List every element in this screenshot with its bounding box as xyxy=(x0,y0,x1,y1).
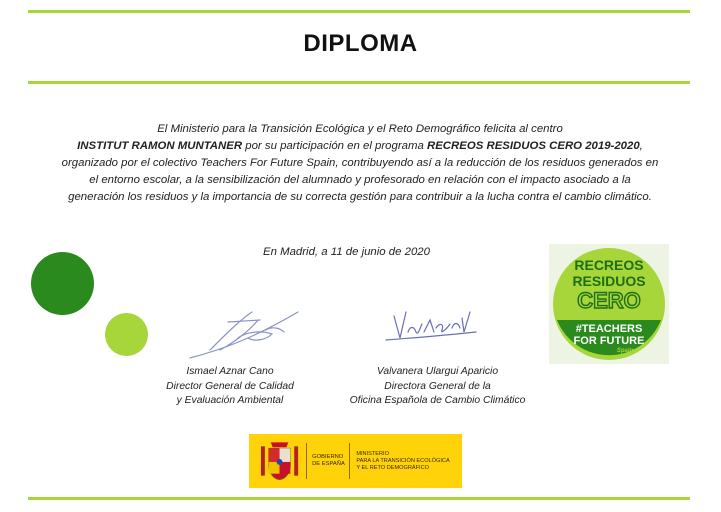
logo-separator xyxy=(306,443,307,479)
ministry-line: MINISTERIO xyxy=(356,450,389,457)
signature-ismael-aznar xyxy=(180,300,300,362)
decorative-circle-light xyxy=(105,313,148,356)
page-title: DIPLOMA xyxy=(303,30,418,57)
logo-separator xyxy=(349,443,350,479)
intro-text: El Ministerio para la Transición Ecológica y el Reto Demográfico felicita al centro xyxy=(157,123,563,135)
header-divider xyxy=(28,81,690,84)
signer-name: Ismael Aznar Cano xyxy=(186,366,274,377)
school-name: INSTITUT RAMON MUNTANER xyxy=(77,140,243,152)
signer-title: Directora General de la xyxy=(384,380,491,392)
recreos-residuos-cero-logo xyxy=(549,244,669,364)
decorative-circle-dark xyxy=(31,252,94,315)
government-name xyxy=(312,454,345,468)
signer-name: Valvanera Ulargui Aparicio xyxy=(376,366,499,377)
ministry-line: Y EL RETO DEMOGRÁFICO xyxy=(356,464,429,471)
signer-title: Oficina Española de Cambio Climático xyxy=(349,395,526,406)
signature-valvanera-ulargui xyxy=(380,298,480,346)
ministry-name xyxy=(356,451,462,472)
signer-title: y Evaluación Ambiental xyxy=(176,395,284,406)
government-line: DE ESPAÑA xyxy=(312,461,345,467)
logo-line-6: Spain xyxy=(616,348,634,354)
signer-block-2 xyxy=(335,365,540,409)
coat-of-arms-icon xyxy=(259,438,300,484)
government-line: GOBIERNO xyxy=(312,454,344,460)
diploma-text xyxy=(60,121,660,206)
logo-line-2: RESIDUOS xyxy=(572,273,646,289)
description-text: , organizado por el colectivo Teachers For Future Spain, contribuyendo así a la reducción de los residuos generados en el entorno escolar, a la sensibilización del alumnado y profesorado en relación con el impacto asociado a la generación los residuos y la importancia de su correcta gestión para contribuir a la lucha contra el cambio climático. xyxy=(61,140,659,203)
participation-text: por su participación en el programa xyxy=(242,140,427,152)
program-name: RECREOS RESIDUOS CERO 2019-2020 xyxy=(426,140,640,152)
logo-line-5: FOR FUTURE xyxy=(573,335,645,347)
issue-date: En Madrid, a 11 de junio de 2020 xyxy=(263,246,430,258)
signer-block-1 xyxy=(145,365,315,409)
logo-line-4: #TEACHERS xyxy=(575,323,643,335)
logo-line-1: RECREOS xyxy=(574,257,644,273)
logo-line-3: CERO xyxy=(577,288,641,313)
government-logo xyxy=(249,434,462,488)
signer-title: Director General de Calidad xyxy=(166,380,294,392)
ministry-line: PARA LA TRANSICIÓN ECOLÓGICA xyxy=(356,457,450,464)
bottom-divider xyxy=(28,497,690,500)
top-divider xyxy=(28,10,690,13)
